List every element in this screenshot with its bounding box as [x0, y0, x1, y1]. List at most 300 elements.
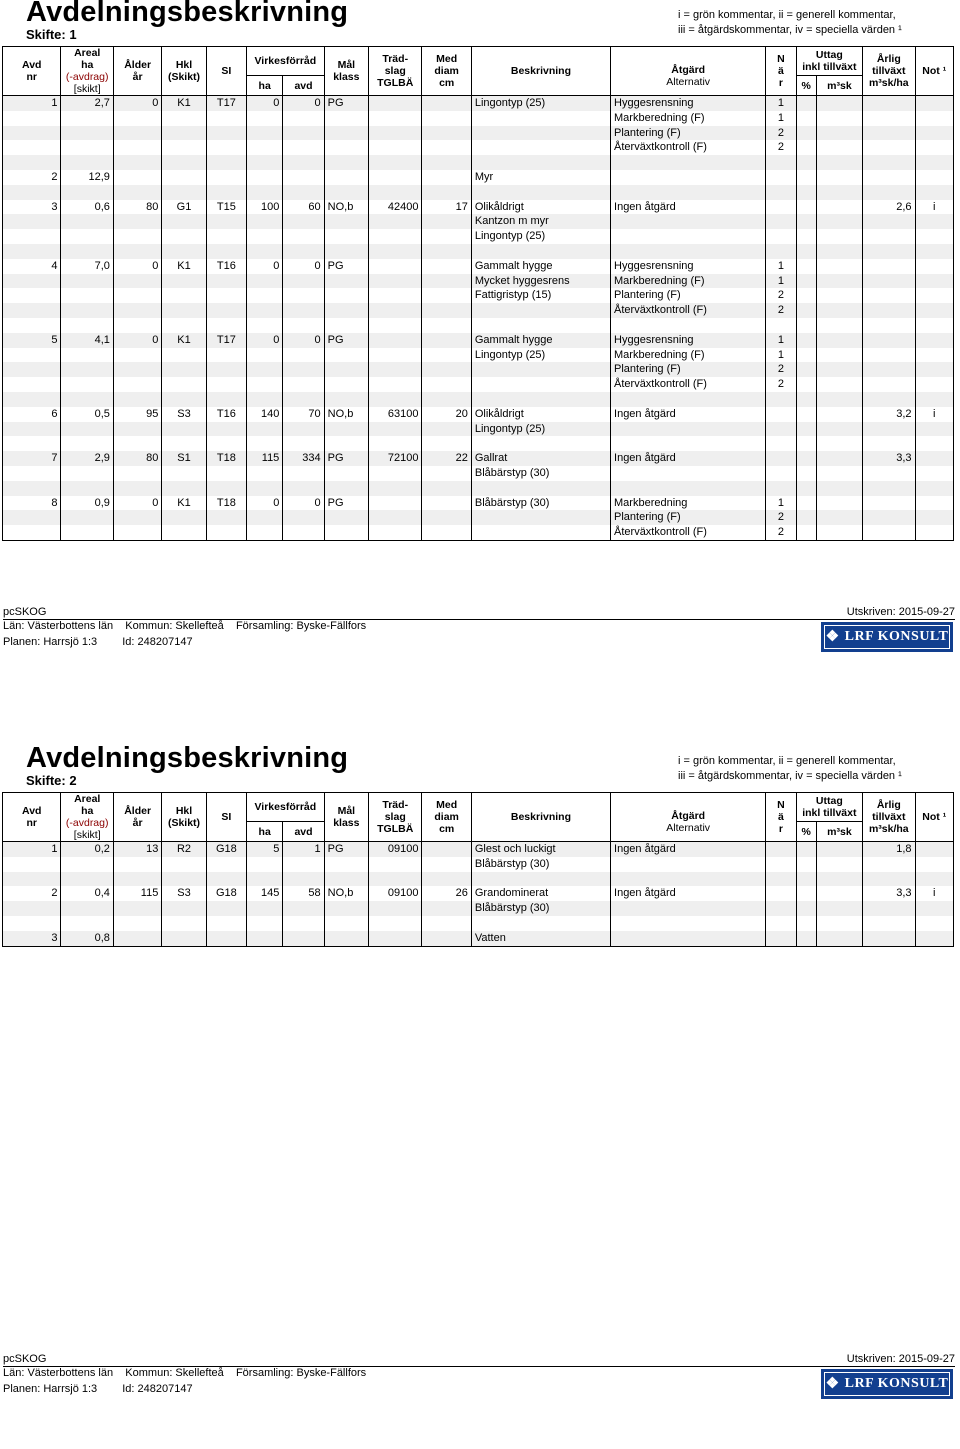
cell-si: T16: [206, 407, 246, 422]
cell-malklass: [324, 377, 368, 392]
cell-atgard: Markberedning (F): [611, 348, 766, 363]
cell-hkl: R2: [162, 842, 206, 857]
cell-uttag-m3: [816, 170, 862, 185]
cell-vf-ha: [247, 185, 283, 200]
cell-malklass: [324, 901, 368, 916]
cell-uttag-m3: [816, 126, 862, 141]
cell-si: [206, 466, 246, 481]
cell-avd: 7: [3, 451, 61, 466]
cell-beskrivning: Mycket hyggesrens: [471, 274, 610, 289]
cell-beskrivning: [471, 872, 610, 887]
cell-vf-avd: 0: [283, 496, 324, 511]
col-vf-ha: ha: [247, 822, 283, 842]
cell-nar: [766, 200, 796, 215]
cell-malklass: [324, 170, 368, 185]
cell-not: [915, 259, 953, 274]
cell-hkl: [162, 274, 206, 289]
cell-nar: [766, 170, 796, 185]
cell-vf-avd: [283, 303, 324, 318]
cell-uttag-m3: [816, 842, 862, 857]
footer-printed-date: Utskriven: 2015-09-27: [846, 606, 955, 618]
cell-uttag-m3: [816, 886, 862, 901]
cell-hkl: [162, 229, 206, 244]
cell-beskrivning: [471, 155, 610, 170]
cell-nar: 2: [766, 362, 796, 377]
cell-vf-avd: 334: [283, 451, 324, 466]
cell-tradslag: [369, 466, 422, 481]
cell-uttag-m3: [816, 510, 862, 525]
cell-avd: 5: [3, 333, 61, 348]
cell-not: [915, 303, 953, 318]
cell-vf-ha: [247, 214, 283, 229]
cell-areal: [61, 244, 113, 259]
cell-tradslag: [369, 259, 422, 274]
cell-not: [915, 362, 953, 377]
cell-malklass: [324, 481, 368, 496]
cell-beskrivning: [471, 436, 610, 451]
cell-vf-ha: [247, 318, 283, 333]
cell-si: [206, 318, 246, 333]
cell-arlig: [863, 274, 915, 289]
cell-vf-avd: [283, 362, 324, 377]
cell-uttag-pct: [796, 348, 816, 363]
cell-meddiam: [422, 496, 471, 511]
table-row: [3, 842, 954, 857]
cell-si: [206, 229, 246, 244]
cell-tradslag: [369, 303, 422, 318]
cell-nar: [766, 451, 796, 466]
cell-uttag-m3: [816, 481, 862, 496]
cell-vf-ha: [247, 510, 283, 525]
cell-alder: [113, 901, 161, 916]
lrf-konsult-logo: ❖ LRF KONSULT: [821, 622, 953, 652]
page-title: Avdelningsbeskrivning: [26, 742, 349, 774]
cell-uttag-pct: [796, 436, 816, 451]
cell-tradslag: [369, 111, 422, 126]
cell-beskrivning: Lingontyp (25): [471, 229, 610, 244]
cell-tradslag: [369, 140, 422, 155]
col-uttag-pct: %: [796, 822, 816, 842]
cell-atgard: [611, 916, 766, 931]
cell-nar: 2: [766, 525, 796, 540]
cell-avd: [3, 392, 61, 407]
cell-vf-ha: [247, 288, 283, 303]
table-row: [3, 274, 954, 289]
cell-atgard: Plantering (F): [611, 510, 766, 525]
cell-vf-ha: [247, 377, 283, 392]
cell-areal: [61, 229, 113, 244]
cell-tradslag: [369, 333, 422, 348]
cell-nar: [766, 901, 796, 916]
cell-atgard: Återväxtkontroll (F): [611, 525, 766, 540]
cell-avd: [3, 525, 61, 540]
cell-meddiam: [422, 185, 471, 200]
footer-plan: [3, 1383, 215, 1395]
cell-beskrivning: Fattigristyp (15): [471, 288, 610, 303]
cell-uttag-m3: [816, 362, 862, 377]
cell-meddiam: [422, 931, 471, 946]
cell-meddiam: 20: [422, 407, 471, 422]
cell-beskrivning: [471, 481, 610, 496]
cell-vf-avd: [283, 916, 324, 931]
cell-vf-ha: [247, 436, 283, 451]
cell-uttag-pct: [796, 244, 816, 259]
table-row: [3, 185, 954, 200]
cell-areal: [61, 274, 113, 289]
cell-atgard: Plantering (F): [611, 362, 766, 377]
table-row: [3, 259, 954, 274]
cell-avd: [3, 185, 61, 200]
cell-uttag-m3: [816, 96, 862, 111]
cell-malklass: [324, 318, 368, 333]
cell-beskrivning: Grandominerat: [471, 886, 610, 901]
cell-tradslag: [369, 288, 422, 303]
cell-arlig: [863, 303, 915, 318]
cell-meddiam: [422, 901, 471, 916]
cell-atgard: Hyggesrensning: [611, 333, 766, 348]
cell-hkl: G1: [162, 200, 206, 215]
cell-meddiam: [422, 288, 471, 303]
cell-alder: [113, 481, 161, 496]
cell-beskrivning: Kantzon m myr: [471, 214, 610, 229]
cell-avd: [3, 318, 61, 333]
cell-not: [915, 111, 953, 126]
cell-tradslag: [369, 496, 422, 511]
cell-arlig: [863, 362, 915, 377]
cell-malklass: NO,b: [324, 886, 368, 901]
cell-alder: [113, 244, 161, 259]
col-not: Not ¹: [915, 793, 953, 842]
cell-beskrivning: [471, 318, 610, 333]
cell-uttag-pct: [796, 451, 816, 466]
cell-arlig: 1,8: [863, 842, 915, 857]
cell-vf-ha: 0: [247, 96, 283, 111]
cell-vf-ha: [247, 857, 283, 872]
cell-meddiam: [422, 466, 471, 481]
cell-nar: 2: [766, 288, 796, 303]
cell-arlig: [863, 510, 915, 525]
cell-tradslag: [369, 214, 422, 229]
cell-tradslag: [369, 931, 422, 946]
cell-vf-ha: [247, 111, 283, 126]
page-1: [0, 0, 960, 703]
cell-atgard: [611, 392, 766, 407]
cell-uttag-m3: [816, 185, 862, 200]
cell-areal: [61, 288, 113, 303]
cell-avd: 8: [3, 496, 61, 511]
cell-areal: 0,2: [61, 842, 113, 857]
table-row: [3, 901, 954, 916]
cell-uttag-pct: [796, 525, 816, 540]
cell-arlig: [863, 170, 915, 185]
cell-arlig: [863, 244, 915, 259]
cell-meddiam: [422, 436, 471, 451]
cell-malklass: [324, 126, 368, 141]
table-row: [3, 155, 954, 170]
cell-arlig: 3,2: [863, 407, 915, 422]
cell-hkl: [162, 392, 206, 407]
col-atgard: Åtgärd Alternativ: [611, 47, 766, 96]
cell-atgard: [611, 901, 766, 916]
col-meddiam: Med diam cm: [422, 793, 471, 842]
legend-line-2: iii = åtgärdskommentar, iv = speciella värden ¹: [678, 24, 902, 36]
table-row: [3, 931, 954, 946]
col-uttag: Uttag inkl tillväxt: [796, 793, 863, 822]
cell-atgard: [611, 931, 766, 946]
col-vf-ha: ha: [247, 76, 283, 96]
cell-uttag-pct: [796, 901, 816, 916]
cell-avd: [3, 377, 61, 392]
cell-meddiam: [422, 333, 471, 348]
col-atgard: Åtgärd Alternativ: [611, 793, 766, 842]
cell-not: [915, 126, 953, 141]
col-areal: Areal ha (-avdrag) [skikt]: [61, 47, 113, 96]
skifte-label: Skifte: 1: [26, 27, 77, 42]
cell-not: i: [915, 407, 953, 422]
cell-vf-ha: [247, 244, 283, 259]
cell-tradslag: [369, 155, 422, 170]
cell-uttag-pct: [796, 496, 816, 511]
cell-avd: [3, 466, 61, 481]
cell-avd: [3, 916, 61, 931]
cell-vf-avd: [283, 214, 324, 229]
cell-nar: 1: [766, 348, 796, 363]
cell-nar: 2: [766, 140, 796, 155]
cell-vf-ha: [247, 872, 283, 887]
cell-uttag-m3: [816, 140, 862, 155]
cell-beskrivning: Lingontyp (25): [471, 422, 610, 437]
cell-areal: [61, 377, 113, 392]
cell-beskrivning: [471, 303, 610, 318]
table-row: [3, 288, 954, 303]
cell-beskrivning: [471, 126, 610, 141]
cell-vf-avd: [283, 170, 324, 185]
cell-vf-ha: [247, 481, 283, 496]
table-body: [3, 842, 954, 947]
cell-vf-avd: [283, 481, 324, 496]
cell-hkl: K1: [162, 96, 206, 111]
cell-si: [206, 126, 246, 141]
cell-nar: [766, 407, 796, 422]
cell-vf-avd: [283, 244, 324, 259]
cell-areal: [61, 318, 113, 333]
cell-areal: [61, 857, 113, 872]
cell-uttag-m3: [816, 348, 862, 363]
cell-alder: 80: [113, 451, 161, 466]
col-virkesforrad: Virkesförråd: [247, 47, 325, 76]
cell-malklass: [324, 510, 368, 525]
cell-uttag-pct: [796, 886, 816, 901]
cell-hkl: [162, 288, 206, 303]
cell-hkl: [162, 916, 206, 931]
cell-arlig: 3,3: [863, 451, 915, 466]
cell-arlig: [863, 185, 915, 200]
cell-arlig: [863, 126, 915, 141]
cell-nar: [766, 916, 796, 931]
table-row: [3, 362, 954, 377]
cell-meddiam: [422, 842, 471, 857]
cell-uttag-m3: [816, 451, 862, 466]
cell-beskrivning: [471, 362, 610, 377]
cell-si: T17: [206, 96, 246, 111]
cell-uttag-m3: [816, 333, 862, 348]
cell-uttag-pct: [796, 111, 816, 126]
cell-vf-ha: [247, 170, 283, 185]
cell-avd: [3, 422, 61, 437]
cell-arlig: [863, 96, 915, 111]
cell-areal: [61, 481, 113, 496]
cell-tradslag: [369, 170, 422, 185]
cell-alder: [113, 422, 161, 437]
cell-beskrivning: Olikåldrigt: [471, 200, 610, 215]
cell-beskrivning: [471, 392, 610, 407]
col-malklass: Mål klass: [324, 47, 368, 96]
cell-meddiam: [422, 392, 471, 407]
cell-si: [206, 288, 246, 303]
cell-malklass: PG: [324, 333, 368, 348]
cell-beskrivning: Blåbärstyp (30): [471, 901, 610, 916]
cell-hkl: [162, 214, 206, 229]
cell-malklass: NO,b: [324, 407, 368, 422]
cell-nar: [766, 214, 796, 229]
cell-si: [206, 274, 246, 289]
cell-not: [915, 140, 953, 155]
cell-not: [915, 872, 953, 887]
table-row: [3, 111, 954, 126]
cell-uttag-m3: [816, 901, 862, 916]
cell-vf-avd: [283, 510, 324, 525]
cell-hkl: [162, 422, 206, 437]
cell-meddiam: [422, 303, 471, 318]
footer-plan-id: Id: 248207147: [122, 636, 193, 648]
cell-atgard: [611, 229, 766, 244]
cell-areal: [61, 185, 113, 200]
cell-si: [206, 916, 246, 931]
cell-hkl: [162, 155, 206, 170]
cell-vf-ha: [247, 126, 283, 141]
cell-alder: [113, 288, 161, 303]
cell-alder: [113, 362, 161, 377]
cell-atgard: Återväxtkontroll (F): [611, 303, 766, 318]
cell-malklass: [324, 362, 368, 377]
cell-atgard: Markberedning (F): [611, 274, 766, 289]
cell-avd: [3, 481, 61, 496]
cell-atgard: [611, 318, 766, 333]
cell-vf-avd: 70: [283, 407, 324, 422]
cell-beskrivning: [471, 916, 610, 931]
cell-si: [206, 481, 246, 496]
col-si: SI: [206, 793, 246, 842]
cell-si: [206, 140, 246, 155]
cell-tradslag: [369, 96, 422, 111]
cell-meddiam: [422, 229, 471, 244]
col-tradslag: Träd- slag TGLBÄ: [369, 793, 422, 842]
cell-arlig: [863, 436, 915, 451]
cell-uttag-pct: [796, 481, 816, 496]
footer-plan-name: Planen: Harrsjö 1:3: [3, 1383, 98, 1395]
cell-alder: [113, 155, 161, 170]
cell-areal: 0,5: [61, 407, 113, 422]
cell-alder: [113, 931, 161, 946]
table-row: [3, 229, 954, 244]
cell-uttag-pct: [796, 140, 816, 155]
cell-alder: [113, 377, 161, 392]
cell-areal: [61, 214, 113, 229]
cell-uttag-pct: [796, 931, 816, 946]
cell-uttag-pct: [796, 214, 816, 229]
col-areal: Areal ha (-avdrag) [skikt]: [61, 793, 113, 842]
cell-vf-avd: [283, 466, 324, 481]
clover-emblem-icon: [826, 630, 840, 644]
cell-atgard: Ingen åtgärd: [611, 451, 766, 466]
cell-si: [206, 155, 246, 170]
cell-hkl: [162, 872, 206, 887]
cell-si: T17: [206, 333, 246, 348]
cell-uttag-pct: [796, 274, 816, 289]
cell-areal: [61, 510, 113, 525]
cell-tradslag: [369, 916, 422, 931]
cell-tradslag: [369, 857, 422, 872]
cell-si: [206, 392, 246, 407]
cell-arlig: [863, 348, 915, 363]
cell-vf-avd: [283, 274, 324, 289]
cell-uttag-m3: [816, 318, 862, 333]
cell-alder: [113, 229, 161, 244]
cell-tradslag: 42400: [369, 200, 422, 215]
cell-meddiam: [422, 916, 471, 931]
cell-vf-avd: 0: [283, 333, 324, 348]
cell-beskrivning: Vatten: [471, 931, 610, 946]
cell-not: [915, 318, 953, 333]
cell-vf-avd: [283, 377, 324, 392]
cell-meddiam: [422, 510, 471, 525]
cell-meddiam: [422, 274, 471, 289]
cell-vf-ha: [247, 274, 283, 289]
cell-beskrivning: Gammalt hygge: [471, 259, 610, 274]
cell-alder: [113, 274, 161, 289]
col-alder: Ålder år: [113, 47, 161, 96]
cell-uttag-pct: [796, 288, 816, 303]
cell-vf-ha: [247, 422, 283, 437]
cell-vf-avd: [283, 901, 324, 916]
table-row: [3, 140, 954, 155]
cell-nar: [766, 229, 796, 244]
table-header: [3, 793, 954, 842]
cell-meddiam: 26: [422, 886, 471, 901]
cell-arlig: [863, 466, 915, 481]
cell-vf-avd: [283, 126, 324, 141]
cell-uttag-m3: [816, 155, 862, 170]
cell-tradslag: [369, 392, 422, 407]
cell-tradslag: [369, 229, 422, 244]
cell-nar: [766, 392, 796, 407]
table-row: [3, 214, 954, 229]
cell-beskrivning: [471, 185, 610, 200]
cell-areal: [61, 126, 113, 141]
cell-beskrivning: Lingontyp (25): [471, 96, 610, 111]
cell-si: G18: [206, 886, 246, 901]
cell-hkl: [162, 244, 206, 259]
cell-arlig: [863, 857, 915, 872]
col-hkl: Hkl (Skikt): [162, 47, 206, 96]
col-hkl: Hkl (Skikt): [162, 793, 206, 842]
cell-avd: 2: [3, 170, 61, 185]
cell-alder: 0: [113, 333, 161, 348]
cell-areal: 0,4: [61, 886, 113, 901]
cell-vf-avd: [283, 185, 324, 200]
cell-atgard: Återväxtkontroll (F): [611, 140, 766, 155]
cell-alder: [113, 510, 161, 525]
